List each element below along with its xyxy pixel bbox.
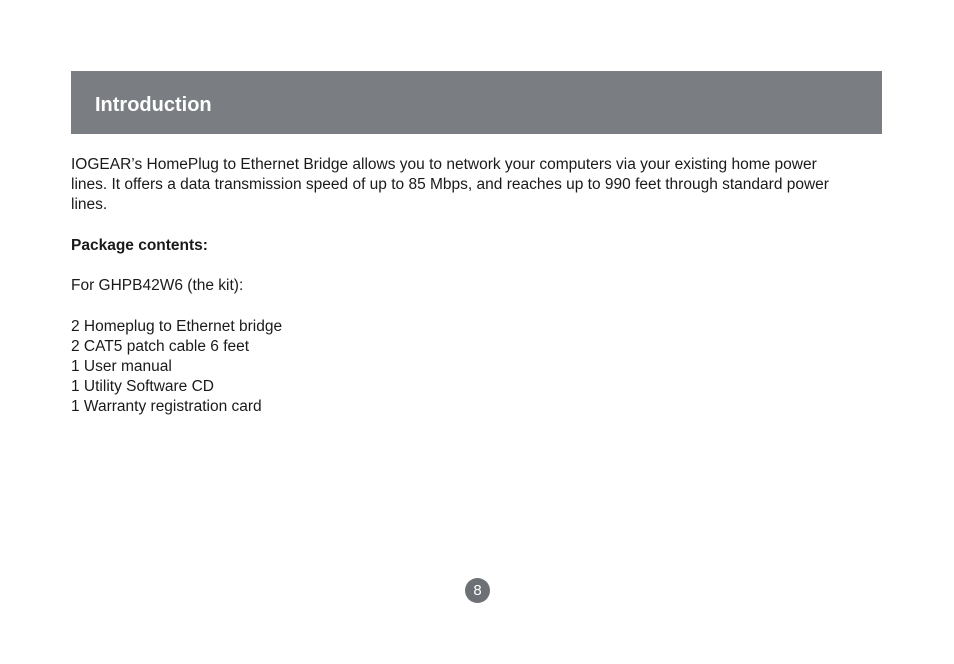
package-contents-heading: Package contents:	[71, 236, 208, 254]
list-item: 2 CAT5 patch cable 6 feet	[71, 337, 250, 355]
package-contents-list	[71, 317, 851, 418]
list-item: 1 Utility Software CD	[71, 378, 214, 396]
page-content	[71, 155, 851, 418]
intro-paragraph: IOGEAR’s HomePlug to Ethernet Bridge allows you to network your computers via your existing home power lines. It offers a data transmission speed of up to 85 Mbps, and reaches up to 990 feet through standard power lines.	[71, 156, 829, 214]
list-item: 1 Warranty registration card	[71, 398, 262, 416]
page-number-badge: 8	[465, 578, 490, 603]
kit-label: For GHPB42W6 (the kit):	[71, 277, 244, 295]
section-title: Introduction	[95, 94, 212, 116]
list-item: 1 User manual	[71, 357, 172, 375]
list-item: 2 Homeplug to Ethernet bridge	[71, 317, 283, 335]
section-header-bar	[71, 71, 882, 134]
